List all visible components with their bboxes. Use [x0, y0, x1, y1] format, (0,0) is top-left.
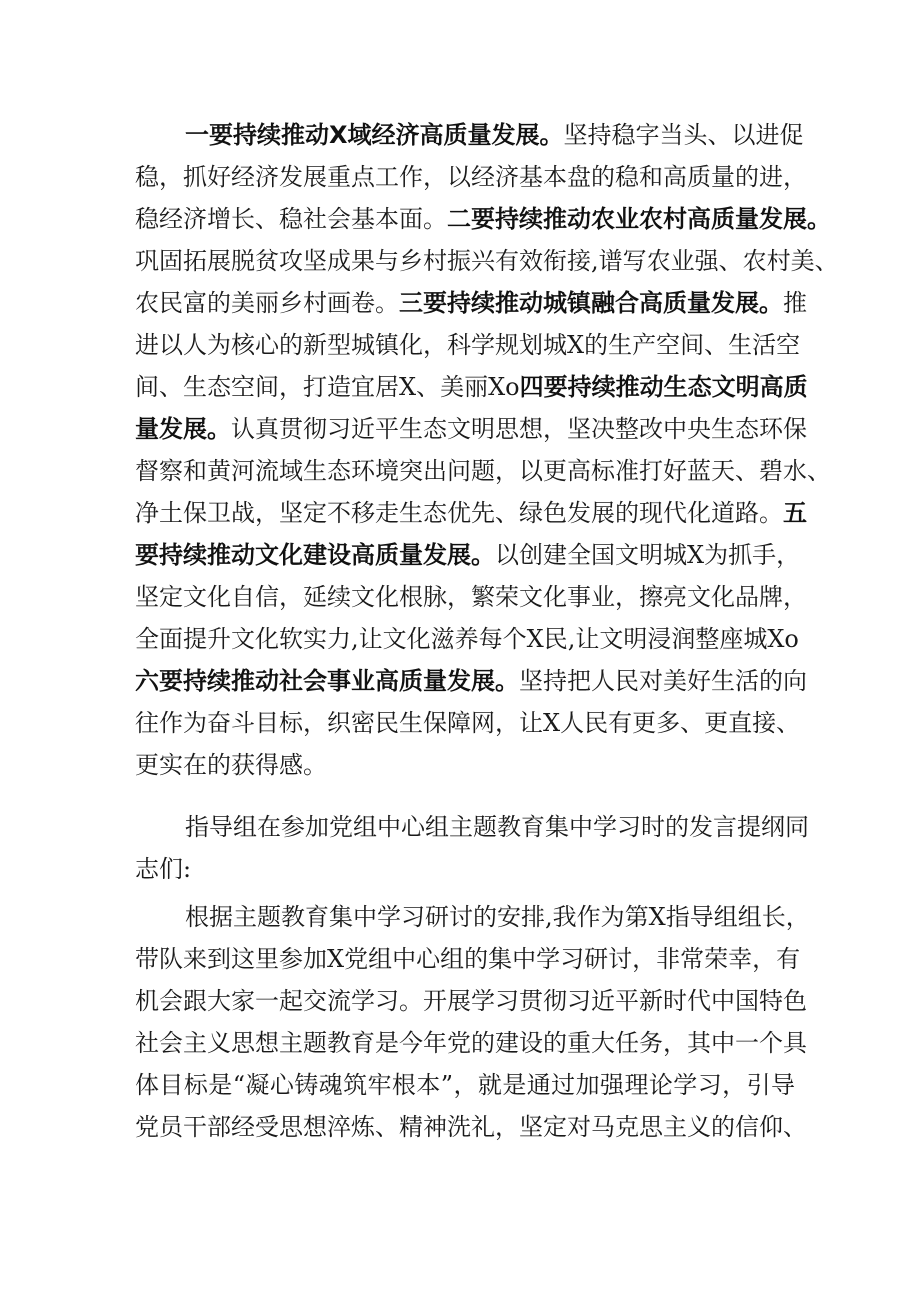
text-run: 净土保卫战，坚定不移走生态优先、绿色发展的现代化道路。: [135, 499, 783, 527]
text-line: [135, 157, 807, 197]
text-run: 坚定文化自信，延续文化根脉，繁荣文化事业，擦亮文化品牌，: [135, 583, 807, 611]
text-run: 指导组在参加党组中心组主题教育集中学习时的发言提纲同: [185, 813, 809, 841]
text-line: [135, 325, 801, 365]
text-line: [135, 703, 801, 743]
text-run: 体目标是“凝心铸魂筑牢根本”，就是通过加强理论学习，引导: [135, 1071, 795, 1099]
text-run: 党员干部经受思想淬炼、精神洗礼，坚定对马克思主义的信仰、: [135, 1113, 807, 1141]
text-line: [135, 661, 807, 701]
text-run: 根据主题教育集中学习研讨的安排,我作为第X指导组组长，: [185, 903, 810, 931]
text-line: [185, 807, 809, 847]
text-run: 往作为奋斗目标，织密民生保障网，让X人民有更多、更直接、: [135, 709, 801, 737]
text-run: 志们:: [135, 855, 192, 883]
text-line: [135, 745, 795, 785]
heading-goal-5: 五: [783, 499, 807, 527]
text-line: [135, 199, 831, 239]
text-run: 农民富的美丽乡村画卷。: [135, 289, 399, 317]
text-line: [135, 1065, 795, 1105]
heading-goal-6: 六要持续推动社会事业高质量发展。: [135, 667, 519, 695]
text-line: [135, 451, 831, 491]
text-line: [135, 577, 807, 617]
heading-goal-2: 二要持续推动农业农村高质量发展。: [447, 205, 831, 233]
text-run: 稳，抓好经济发展重点工作，以经济基本盘的稳和高质量的进，: [135, 163, 807, 191]
text-run: 认真贯彻习近平生态文明思想，坚决整改中央生态环保: [231, 415, 807, 443]
text-line: [135, 849, 795, 889]
text-line: [135, 981, 807, 1021]
text-run: 机会跟大家一起交流学习。开展学习贯彻习近平新时代中国特色: [135, 987, 807, 1015]
text-run: 以创建全国文明城X为抓手，: [495, 541, 801, 569]
text-line: [135, 619, 799, 659]
text-line: [135, 493, 807, 533]
text-run: 坚持把人民对美好生活的向: [519, 667, 807, 695]
text-line: [135, 1023, 807, 1063]
text-run: 稳经济增长、稳社会基本面。: [135, 205, 447, 233]
text-run: 坚持稳字当头、以进促: [563, 121, 804, 149]
text-line: [185, 115, 804, 155]
heading-goal-4-cont: 量发展。: [135, 415, 231, 443]
text-line: [135, 535, 801, 575]
text-line: [135, 367, 808, 407]
text-line: [135, 409, 807, 449]
heading-goal-1: 一要持续推动X域经济高质量发展。: [185, 121, 564, 149]
text-run: 全面提升文化软实力,让文化滋养每个X民,让文明浸润整座城Xo: [135, 625, 799, 653]
text-run: 进以人为核心的新型城镇化，科学规划城X的生产空间、生活空: [135, 331, 801, 359]
heading-goal-4: 四要持续推动生态文明高质: [519, 373, 808, 401]
heading-goal-3: 三要持续推动城镇融合高质量发展。: [399, 289, 783, 317]
text-run: 更实在的获得感。: [135, 751, 327, 779]
text-line: [135, 241, 839, 281]
text-line: [135, 1107, 807, 1147]
text-line: [135, 939, 801, 979]
text-run: 督察和黄河流域生态环境突出问题，以更高标准打好蓝天、碧水、: [135, 457, 831, 485]
text-run: 带队来到这里参加X党组中心组的集中学习研讨，非常荣幸，有: [135, 945, 801, 973]
text-line: [135, 283, 807, 323]
text-run: 推: [783, 289, 807, 317]
text-run: 巩固拓展脱贫攻坚成果与乡村振兴有效衔接,谱写农业强、农村美、: [135, 247, 839, 275]
text-run: 社会主义思想主题教育是今年党的建设的重大任务，其中一个具: [135, 1029, 807, 1057]
text-run: 间、生态空间，打造宜居X、美丽Xo: [135, 373, 520, 401]
text-line: [185, 897, 810, 937]
heading-goal-5-cont: 要持续推动文化建设高质量发展。: [135, 541, 495, 569]
